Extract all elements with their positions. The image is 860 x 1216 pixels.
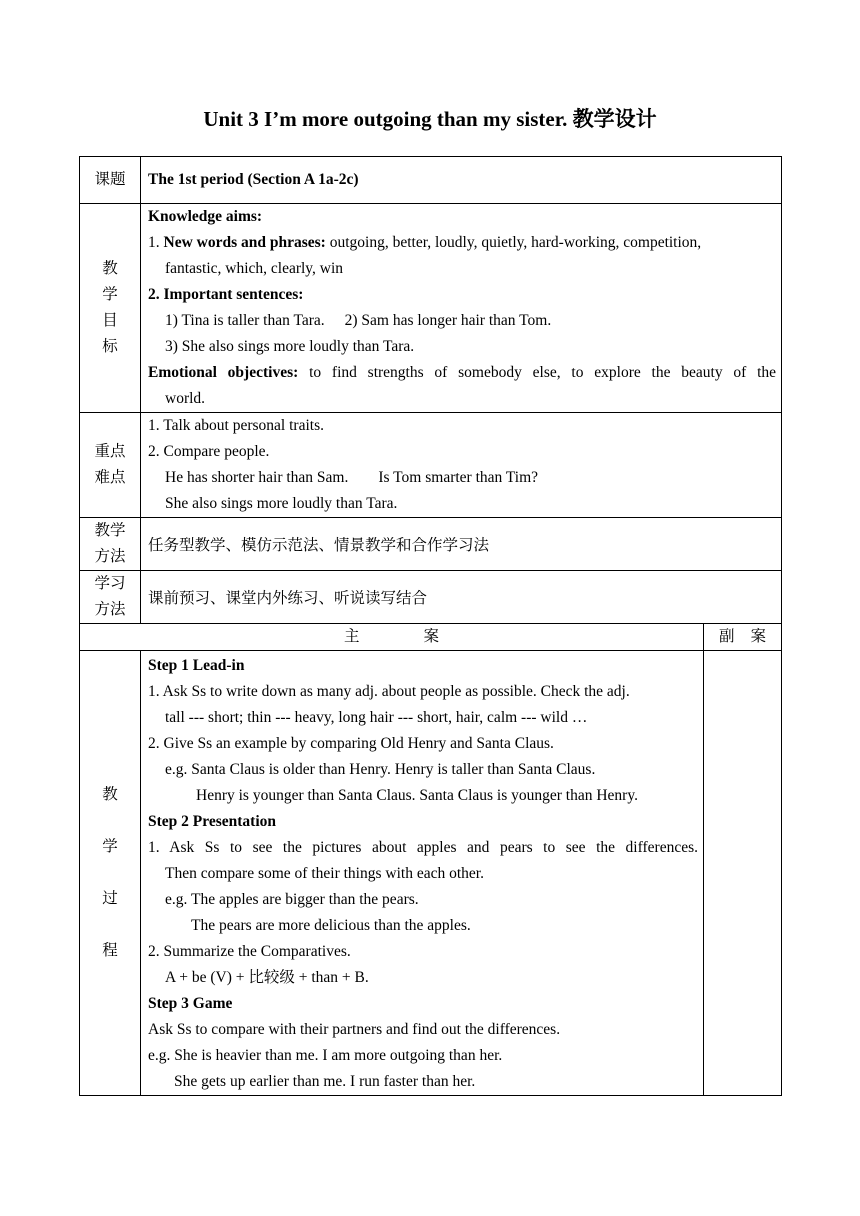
aims-label [80,204,141,413]
step-line: e.g. She is heavier than me. I am more outgoing than her. [148,1047,503,1064]
learning-method-label: 学习 方法 [80,571,141,624]
aims-content [141,204,782,413]
learning-method-row [80,571,782,624]
side-plan-cell [704,651,782,1096]
emotional-line [148,360,776,386]
topic-text: The 1st period (Section A 1a-2c) [148,171,359,188]
aims-row [80,204,782,413]
aims-label-char: 目 [102,312,118,329]
step-line: Henry is younger than Santa Claus. Santa Claus is younger than Henry. [196,787,638,804]
step-line: A + be (V) + 比较级 + than + B. [165,969,369,986]
step1-heading: Step 1 Lead-in [148,657,245,674]
process-row [80,651,782,1096]
step-line: tall --- short; thin --- heavy, long hair --- short, hair, calm --- wild … [165,709,588,726]
aims-label-char: 标 [102,338,118,355]
topic-value [141,157,782,204]
emotional-continued: world. [165,390,206,407]
step-line: 2. Summarize the Comparatives. [148,943,351,960]
document-title: Unit 3 I’m more outgoing than my sister. 教学设计 [203,107,657,131]
step-line: The pears are more delicious than the apples. [191,917,471,934]
step-line: She gets up earlier than me. I run faster than her. [174,1073,476,1090]
topic-row [80,157,782,204]
learning-method-value: 课前预习、课堂内外练习、听说读写结合 [141,571,782,624]
new-words-heading: New words and phrases: [163,234,326,251]
key-points-content [141,413,782,518]
step2-heading: Step 2 Presentation [148,813,277,830]
step-line: 1. Ask Ss to write down as many adj. about people as possible. Check the adj. [148,683,630,700]
step-line: Ask Ss to compare with their partners and find out the differences. [148,1021,561,1038]
new-words-text: outgoing, better, loudly, quietly, hard-working, competition, [325,234,702,251]
aims-label-char: 教 [102,260,118,277]
key-points-row [80,413,782,518]
key-points-label: 重点 难点 [80,413,141,518]
teaching-method-row [80,518,782,571]
sentence-line: 3) She also sings more loudly than Tara. [165,338,415,355]
step-line: e.g. The apples are bigger than the pears. [165,891,419,908]
main-plan-header: 主 案 [80,624,704,651]
process-label: 教 学 过 程 [80,651,141,1096]
new-words-line: 1. New words and phrases: outgoing, better, loudly, quietly, hard-working, competition, [148,234,702,251]
knowledge-heading: Knowledge aims: [148,208,263,225]
step-line: 1. Ask Ss to see the pictures about apples and pears to see the differences. [148,839,698,856]
process-content [141,651,704,1096]
key-point-line: 1. Talk about personal traits. [148,417,324,434]
step-line: e.g. Santa Claus is older than Henry. Henry is taller than Santa Claus. [165,761,596,778]
aims-label-char: 学 [102,286,118,303]
key-point-line: 2. Compare people. [148,443,270,460]
teaching-method-label: 教学 方法 [80,518,141,571]
key-point-example: He has shorter hair than Sam. Is Tom smarter than Tim? [165,469,539,486]
step-line: 2. Give Ss an example by comparing Old Henry and Santa Claus. [148,735,554,752]
sentence-line: 1) Tina is taller than Tara. 2) Sam has longer hair than Tom. [165,312,552,329]
plan-header-row [80,624,782,651]
emotional-text: to find strengths of somebody else, to explore the beauty of the [298,364,776,381]
teaching-method-value: 任务型教学、模仿示范法、情景教学和合作学习法 [141,518,782,571]
step3-heading: Step 3 Game [148,995,233,1012]
key-point-example: She also sings more loudly than Tara. [165,495,398,512]
side-plan-header: 副 案 [704,624,782,651]
lesson-plan-table [79,156,782,1096]
step-line: Then compare some of their things with each other. [165,865,484,882]
topic-label: 课题 [80,157,141,204]
new-words-continued: fantastic, which, clearly, win [165,260,344,277]
sentences-heading: 2. Important sentences: [148,286,304,303]
emotional-heading: Emotional objectives: [148,364,299,381]
